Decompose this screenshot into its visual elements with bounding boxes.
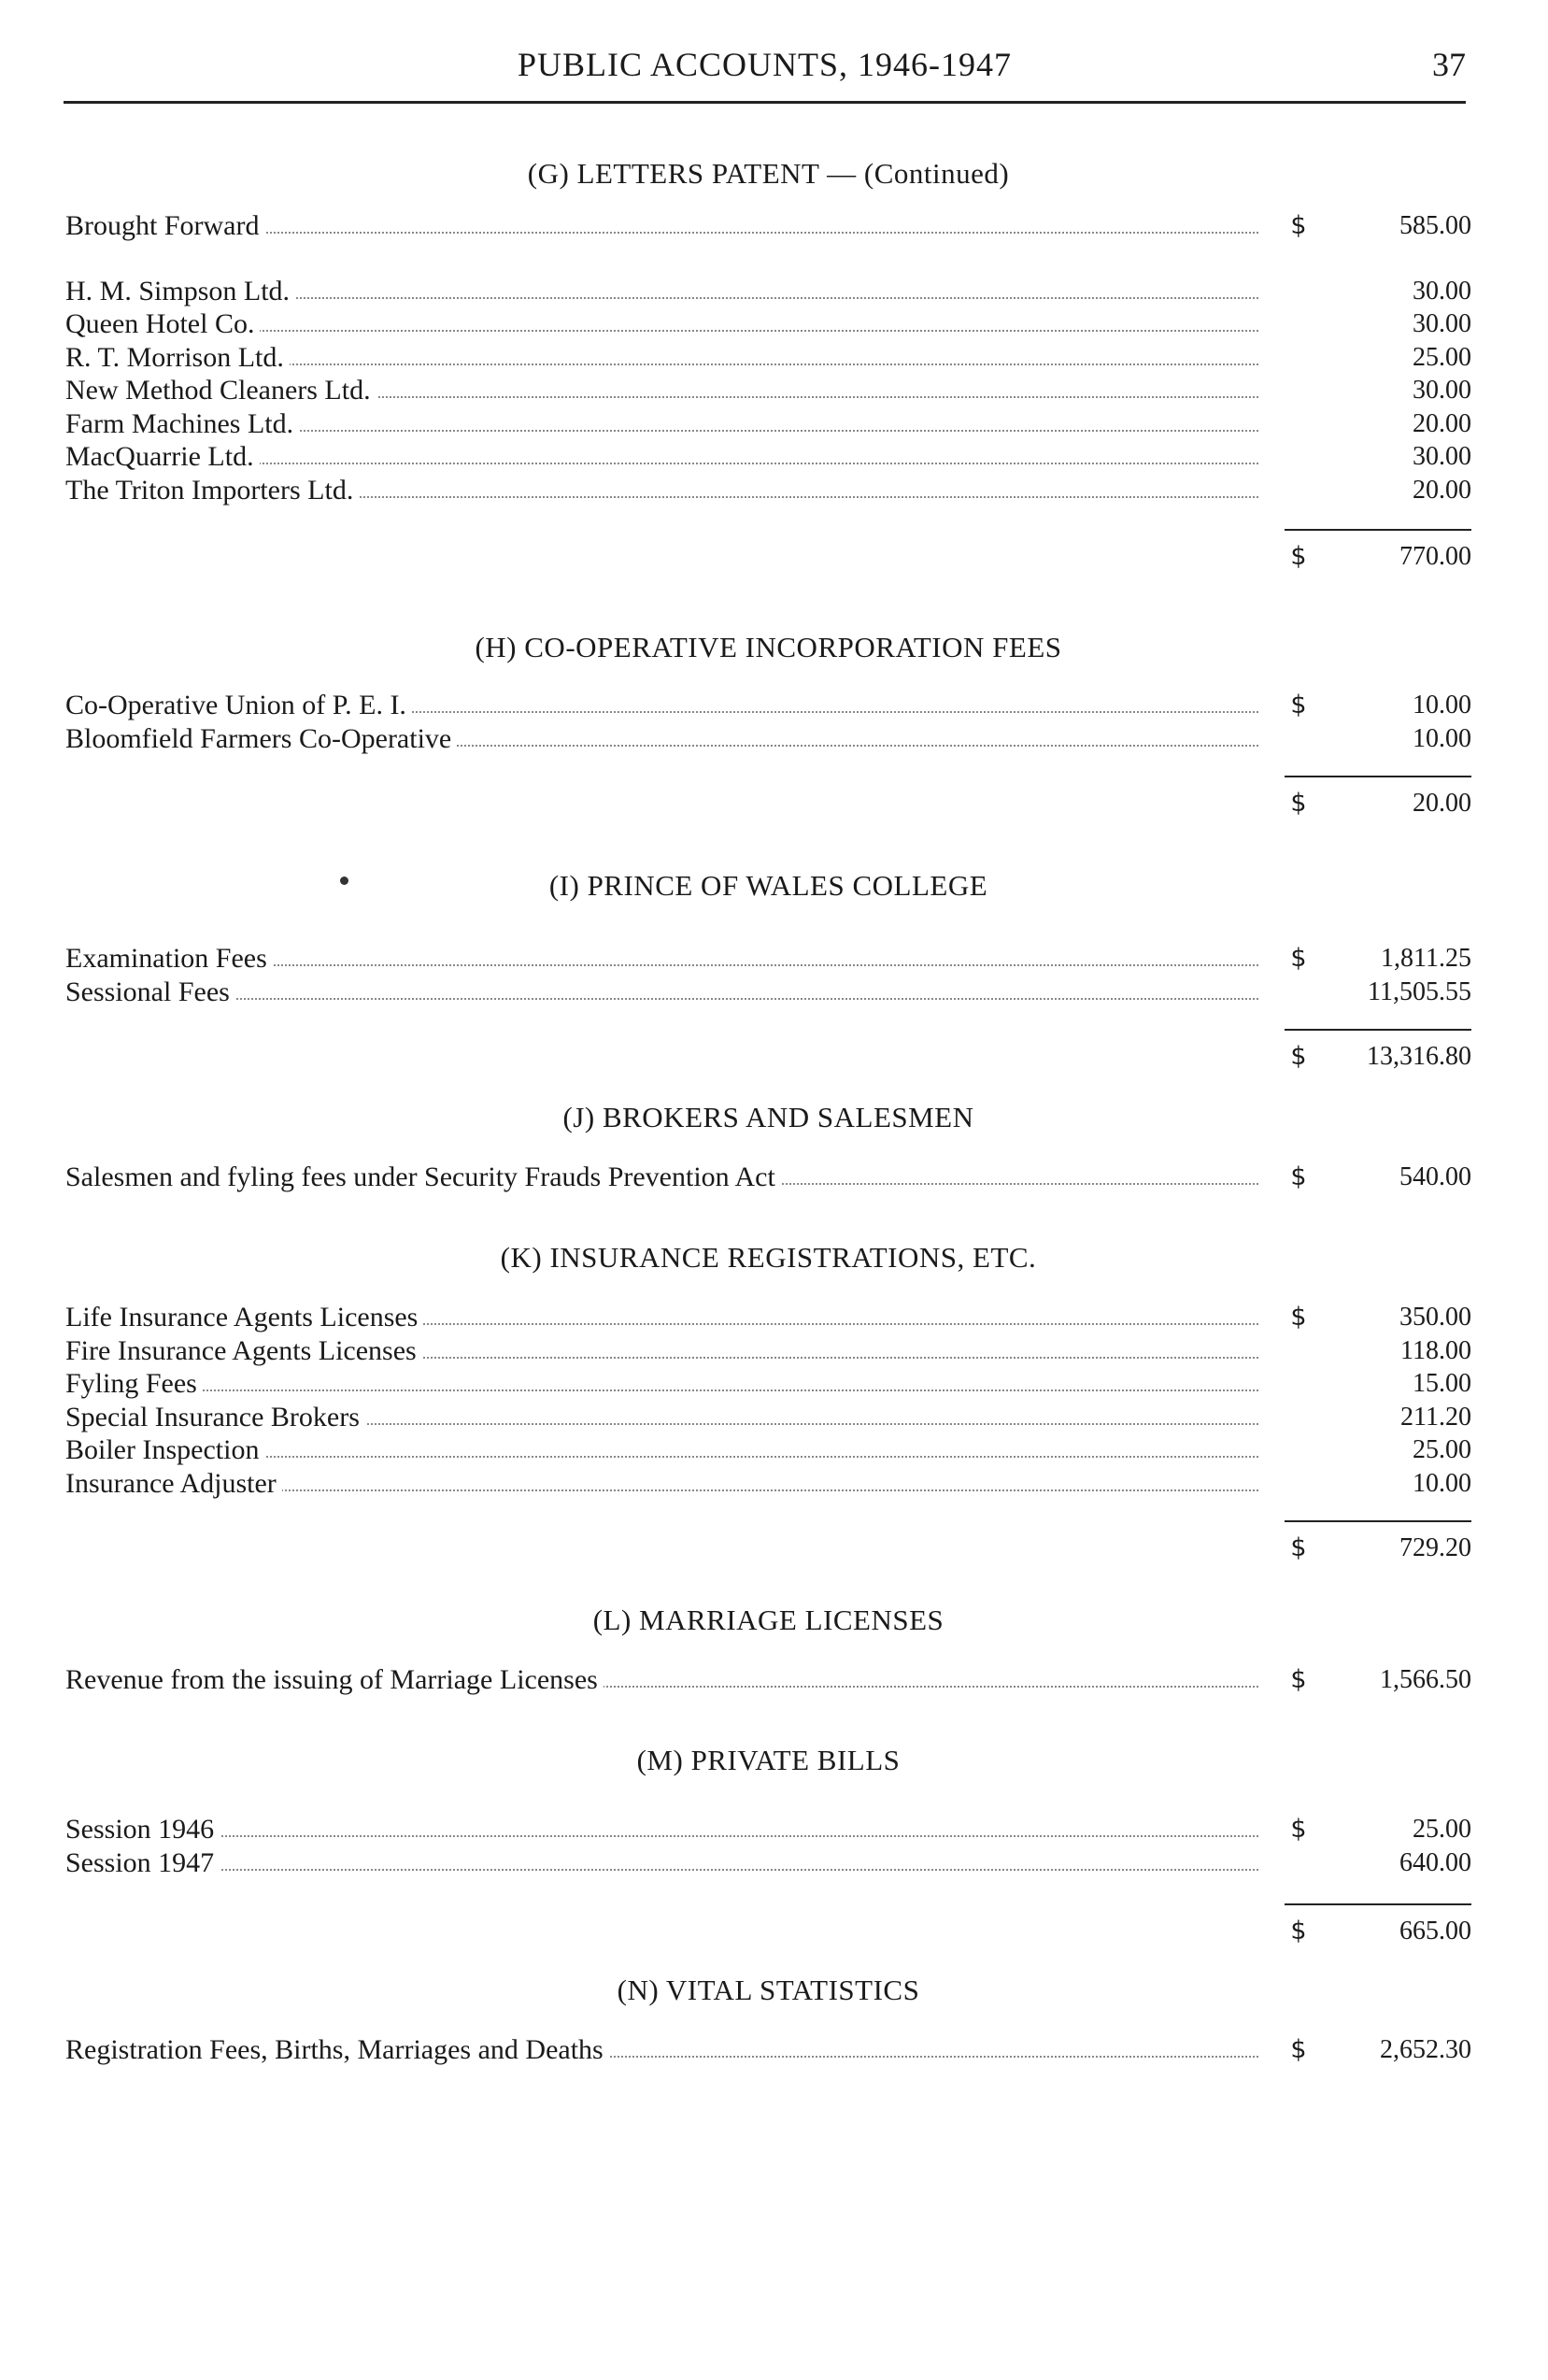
- ledger-row: [65, 407, 1471, 441]
- ledger-row: [65, 1467, 1471, 1501]
- row-amount: 25.00: [1413, 1435, 1471, 1464]
- total-rule: [65, 1900, 1471, 1911]
- row-label: Brought Forward: [65, 209, 264, 243]
- ledger-row: [65, 1367, 1471, 1401]
- row-label: Session 1946: [65, 1813, 220, 1846]
- ledger-row: [65, 1813, 1471, 1846]
- running-head: [64, 45, 1466, 93]
- row-label: Session 1947: [65, 1846, 220, 1880]
- dollar-sign: $: [1290, 1042, 1307, 1071]
- row-label: Revenue from the issuing of Marriage Licenses: [65, 1663, 604, 1697]
- ledger-row: [65, 374, 1471, 407]
- row-label: MacQuarrie Ltd.: [65, 440, 260, 474]
- row-label: New Method Cleaners Ltd.: [65, 374, 376, 407]
- ledger-row: [65, 1846, 1471, 1880]
- row-label: Insurance Adjuster: [65, 1467, 282, 1501]
- row-amount: 10.00: [1413, 1468, 1471, 1498]
- row-amount: 1,566.50: [1380, 1665, 1471, 1694]
- total-amount: 729.20: [1399, 1533, 1471, 1562]
- section-m-private-bills: [65, 1740, 1471, 1952]
- row-amount: 1,811.25: [1381, 944, 1471, 973]
- leader-dots: [65, 998, 1258, 1000]
- row-label: Salesmen and fyling fees under Security Frauds Prevention Act: [65, 1161, 781, 1194]
- ledger-row: [65, 275, 1471, 308]
- row-label: Fyling Fees: [65, 1367, 203, 1401]
- row-amount: 585.00: [1399, 211, 1471, 240]
- section-total: [65, 536, 1471, 577]
- section-l-marriage-licenses: [65, 1600, 1471, 1697]
- ledger-row: [65, 440, 1471, 474]
- dollar-sign: $: [1290, 2035, 1307, 2064]
- dollar-sign: $: [1290, 211, 1307, 240]
- section-heading: (I) PRINCE OF WALES COLLEGE: [548, 869, 988, 902]
- row-label: Queen Hotel Co.: [65, 307, 260, 341]
- ledger-row: [65, 1161, 1471, 1194]
- section-n-vital-statistics: [65, 1970, 1471, 2067]
- ledger-row: [65, 474, 1471, 507]
- ledger-row: [65, 2033, 1471, 2067]
- row-amount: 2,652.30: [1380, 2035, 1471, 2064]
- dollar-sign: $: [1290, 1917, 1307, 1945]
- row-label: Examination Fees: [65, 942, 273, 976]
- row-amount: 540.00: [1399, 1162, 1471, 1191]
- total-amount: 13,316.80: [1367, 1042, 1471, 1071]
- section-heading: (K) INSURANCE REGISTRATIONS, ETC.: [500, 1241, 1037, 1274]
- section-total: [65, 1528, 1471, 1569]
- row-amount: 25.00: [1413, 342, 1471, 372]
- row-amount: 30.00: [1413, 276, 1471, 306]
- ledger-row: [65, 1334, 1471, 1368]
- ledger-row: [65, 1301, 1471, 1334]
- section-heading: (M) PRIVATE BILLS: [636, 1744, 901, 1776]
- dollar-sign: $: [1290, 1815, 1307, 1844]
- leader-dots: [65, 1869, 1258, 1871]
- section-heading: (J) BROKERS AND SALESMEN: [562, 1101, 974, 1133]
- section-total: [65, 1911, 1471, 1952]
- dollar-sign: $: [1290, 1303, 1307, 1332]
- row-amount: 20.00: [1413, 475, 1471, 505]
- dollar-sign: $: [1290, 542, 1307, 571]
- row-amount: 30.00: [1413, 376, 1471, 405]
- section-h-cooperative-fees: [65, 627, 1471, 824]
- section-j-brokers-salesmen: [65, 1097, 1471, 1194]
- total-rule: [65, 772, 1471, 783]
- section-heading: (L) MARRIAGE LICENSES: [592, 1603, 944, 1636]
- section-total: [65, 783, 1471, 824]
- row-amount: 11,505.55: [1368, 976, 1471, 1006]
- ledger-row: [65, 976, 1471, 1009]
- row-label: Boiler Inspection: [65, 1433, 264, 1467]
- header-rule: [64, 101, 1466, 104]
- ledger-row: [65, 1663, 1471, 1697]
- total-rule: [65, 1517, 1471, 1528]
- total-amount: 665.00: [1399, 1917, 1471, 1945]
- row-label: Bloomfield Farmers Co-Operative: [65, 722, 457, 756]
- row-amount: 118.00: [1400, 1335, 1471, 1365]
- row-label: H. M. Simpson Ltd.: [65, 275, 295, 308]
- row-label: R. T. Morrison Ltd.: [65, 341, 290, 375]
- row-label: Special Insurance Brokers: [65, 1401, 365, 1434]
- dollar-sign: $: [1290, 944, 1307, 973]
- row-label: Life Insurance Agents Licenses: [65, 1301, 423, 1334]
- section-k-insurance-registrations: [65, 1237, 1471, 1569]
- total-amount: 770.00: [1399, 542, 1471, 571]
- ledger-row: [65, 209, 1471, 243]
- ledger-row: [65, 722, 1471, 756]
- dollar-sign: $: [1290, 1665, 1307, 1694]
- ledger-row: [65, 307, 1471, 341]
- row-amount: 25.00: [1413, 1815, 1471, 1844]
- ledger-row: [65, 341, 1471, 375]
- row-amount: 10.00: [1413, 691, 1471, 720]
- row-label: Fire Insurance Agents Licenses: [65, 1334, 422, 1368]
- row-label: Farm Machines Ltd.: [65, 407, 299, 441]
- ledger-row: [65, 942, 1471, 976]
- ledger-row: [65, 1401, 1471, 1434]
- ledger-row: [65, 1433, 1471, 1467]
- dollar-sign: $: [1290, 691, 1307, 720]
- row-label: The Triton Importers Ltd.: [65, 474, 359, 507]
- row-label: Sessional Fees: [65, 976, 235, 1009]
- row-amount: 20.00: [1413, 408, 1471, 438]
- dollar-sign: $: [1290, 789, 1307, 818]
- row-label: Co-Operative Union of P. E. I.: [65, 689, 412, 722]
- ledger-row: [65, 689, 1471, 722]
- section-heading: (G) LETTERS PATENT — (Continued): [527, 157, 1010, 190]
- row-label: Registration Fees, Births, Marriages and Deaths: [65, 2033, 609, 2067]
- leader-dots: [65, 1390, 1258, 1391]
- row-amount: 350.00: [1399, 1303, 1471, 1332]
- row-amount: 30.00: [1413, 442, 1471, 471]
- section-total: [65, 1036, 1471, 1077]
- row-amount: 15.00: [1413, 1369, 1471, 1398]
- total-amount: 20.00: [1413, 789, 1471, 818]
- section-g-letters-patent: [65, 153, 1471, 577]
- section-i-prince-of-wales-college: [65, 865, 1471, 1077]
- section-heading: (H) CO-OPERATIVE INCORPORATION FEES: [475, 631, 1062, 663]
- page-number: 37: [1432, 46, 1466, 83]
- row-amount: 640.00: [1399, 1847, 1471, 1877]
- dollar-sign: $: [1290, 1162, 1307, 1191]
- row-amount: 10.00: [1413, 723, 1471, 753]
- row-amount: 30.00: [1413, 309, 1471, 338]
- leader-dots: [65, 1835, 1258, 1837]
- bullet-mark: [340, 876, 348, 885]
- page-title: PUBLIC ACCOUNTS, 1946-1947: [517, 46, 1013, 83]
- total-rule: [65, 525, 1471, 536]
- section-heading: (N) VITAL STATISTICS: [617, 1974, 920, 2006]
- dollar-sign: $: [1290, 1533, 1307, 1562]
- row-amount: 211.20: [1400, 1402, 1471, 1432]
- total-rule: [65, 1025, 1471, 1036]
